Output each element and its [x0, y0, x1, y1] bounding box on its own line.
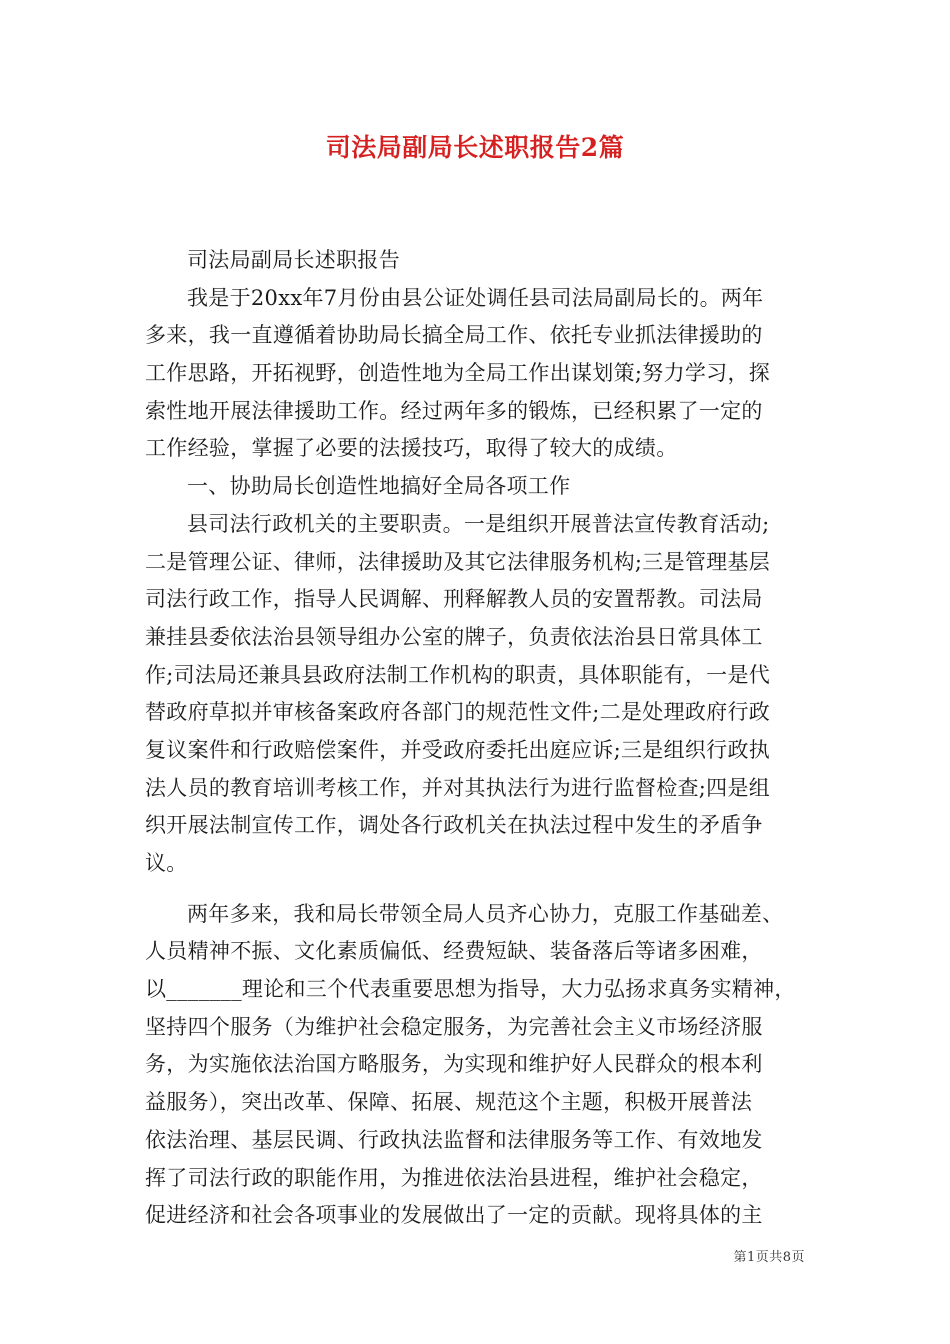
text-line: 复议案件和行政赔偿案件，并受政府委托出庭应诉;三是组织行政执 [145, 737, 771, 762]
text-line: 人员精神不振、文化素质偏低、经费短缺、装备落后等诸多困难， [145, 939, 763, 964]
text-line: 司法局副局长述职报告 [187, 248, 400, 272]
text-line: 多来，我一直遵循着协助局长搞全局工作、依托专业抓法律援助的 [145, 323, 763, 348]
text-line: 务，为实施依法治国方略服务，为实现和维护好人民群众的根本利 [145, 1052, 763, 1077]
text-line: 织开展法制宣传工作，调处各行政机关在执法过程中发生的矛盾争 [145, 813, 763, 838]
text-line: 工作思路，开拓视野，创造性地为全局工作出谋划策;努力学习，探 [145, 361, 771, 386]
text-line: 法人员的教育培训考核工作，并对其执法行为进行监督检查;四是组 [145, 775, 771, 800]
text-line: 两年多来，我和局长带领全局人员齐心协力，克服工作基础差、 [187, 901, 784, 926]
page-number: 第1页共8页 [733, 1250, 805, 1265]
document-body [145, 242, 815, 1235]
text-line: 我是于20xx年7月份由县公证处调任县司法局副局长的。两年 [187, 285, 764, 310]
text-line: 促进经济和社会各项事业的发展做出了一定的贡献。现将具体的主 [145, 1203, 763, 1228]
text-line: 二是管理公证、律师，法律援助及其它法律服务机构;三是管理基层 [145, 549, 771, 574]
text-line: 一、协助局长创造性地搞好全局各项工作 [187, 474, 571, 499]
text-line: 替政府草拟并审核备案政府各部门的规范性文件;二是处理政府行政 [145, 700, 771, 725]
text-line: 坚持四个服务（为维护社会稳定服务，为完善社会主义市场经济服 [145, 1014, 763, 1039]
text-line: 司法行政工作，指导人民调解、刑释解教人员的安置帮教。司法局 [145, 587, 763, 612]
text-line: 作;司法局还兼具县政府法制工作机构的职责，具体职能有，一是代 [145, 662, 771, 687]
text-line: 县司法行政机关的主要职责。一是组织开展普法宣传教育活动; [187, 511, 770, 536]
text-line: 以_______理论和三个代表重要思想为指导，大力弘扬求真务实精神， [145, 977, 796, 1002]
text-line: 索性地开展法律援助工作。经过两年多的锻炼，已经积累了一定的 [145, 398, 763, 423]
text-line: 兼挂县委依法治县领导组办公室的牌子，负责依法治县日常具体工 [145, 624, 763, 649]
document-title: 司法局副局长述职报告2篇 [325, 133, 625, 162]
text-line: 工作经验，掌握了必要的法援技巧，取得了较大的成绩。 [145, 436, 678, 461]
text-line: 依法治理、基层民调、行政执法监督和法律服务等工作、有效地发 [145, 1127, 763, 1152]
text-line: 益服务），突出改革、保障、拓展、规范这个主题，积极开展普法 [145, 1090, 753, 1115]
text-line: 挥了司法行政的职能作用，为推进依法治县进程，维护社会稳定， [145, 1165, 763, 1190]
paragraph-gap [145, 883, 815, 896]
text-line: 议。 [145, 851, 188, 875]
